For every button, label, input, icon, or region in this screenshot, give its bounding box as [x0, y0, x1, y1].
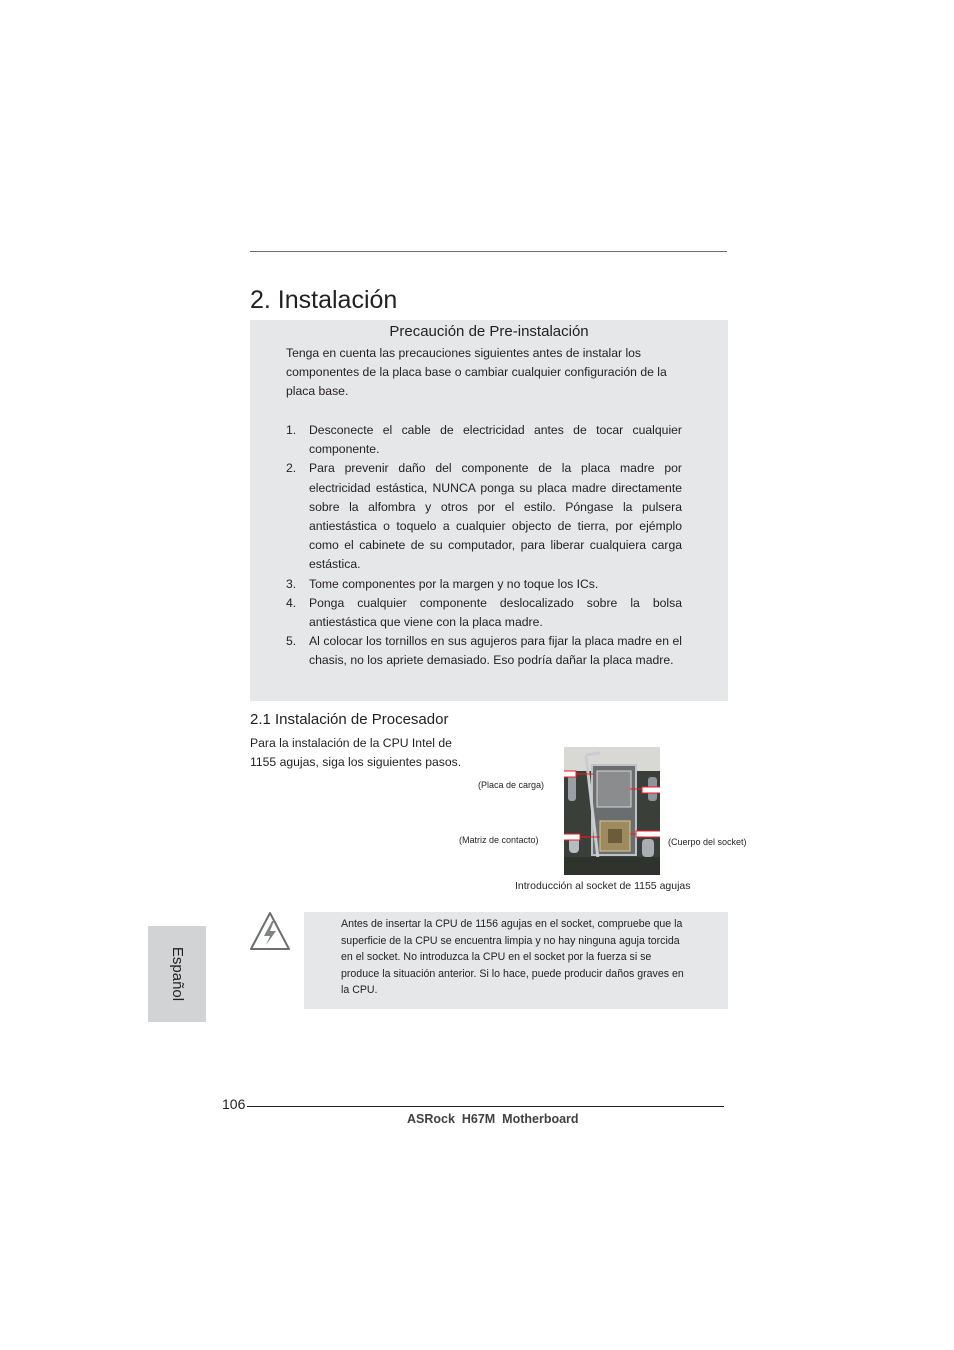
language-tab	[148, 926, 206, 1022]
list-item: 4. Ponga cualquier componente deslocalizado sobre la bolsa antiestástica que viene con la placa madre.	[286, 595, 682, 630]
list-item: 5. Al colocar los tornillos en sus agujeros para fijar la placa madre en el chasis, no los apriete demasiado. Eso podría dañar la placa madre.	[286, 634, 682, 668]
warning-box	[304, 912, 728, 1009]
list-item: 2. Para prevenir daño del componente de la placa madre por electricidad estástica, NUNCA ponga su placa madre directamente sobre la alfombra y otros por el estilo. Póngase la pulsera antiestástica o toquelo a cualquier objecto de tierra, por ejémplo como el cabinete de su computador, para liberar cualquiera carga estástica.	[286, 461, 682, 572]
precaution-list	[286, 421, 682, 671]
header-rule	[250, 251, 727, 252]
callout-contact-array: (Matriz de contacto)	[459, 835, 539, 845]
socket-illustration	[564, 747, 660, 875]
warning-text: Antes de insertar la CPU de 1156 agujas en el socket, compruebe que la superficie de la CPU se encuentra limpia y no hay ninguna aguja torcida en el socket. No introduzca la CPU en el socket por la fuerza si se produce la situación anterior. Si lo hace, puede producir daños graves en la CPU.	[341, 918, 684, 997]
precaution-intro: Tenga en cuenta las precauciones siguientes antes de instalar los componentes de la placa base o cambiar cualquier configuración de la placa base.	[286, 346, 667, 399]
page-number: 106	[222, 1096, 246, 1112]
callout-load-plate: (Placa de carga)	[478, 780, 545, 790]
list-item: 3. Tome componentes por la margen y no toque los ICs.	[286, 576, 599, 591]
precaution-heading: Precaución de Pre-instalación	[389, 323, 589, 340]
precaution-panel	[250, 320, 728, 701]
footer-rule	[247, 1106, 724, 1107]
photo-caption: Introducción al socket de 1155 agujas	[515, 880, 691, 892]
warning-lightning-icon	[249, 911, 291, 951]
cpu-socket-photo	[564, 747, 660, 875]
list-item: 1. Desconecte el cable de electricidad antes de tocar cualquier componente.	[286, 423, 682, 457]
callout-socket-body: (Cuerpo del socket)	[668, 837, 747, 847]
section-title: 2.1 Instalación de Procesador	[250, 711, 449, 728]
footer-product: ASRock H67M Motherboard	[407, 1112, 579, 1126]
page-title: 2. Instalación	[250, 286, 398, 314]
language-label: Español	[169, 946, 186, 1002]
section-intro: Para la instalación de la CPU Intel de 1155 agujas, siga los siguientes pasos.	[250, 736, 462, 770]
